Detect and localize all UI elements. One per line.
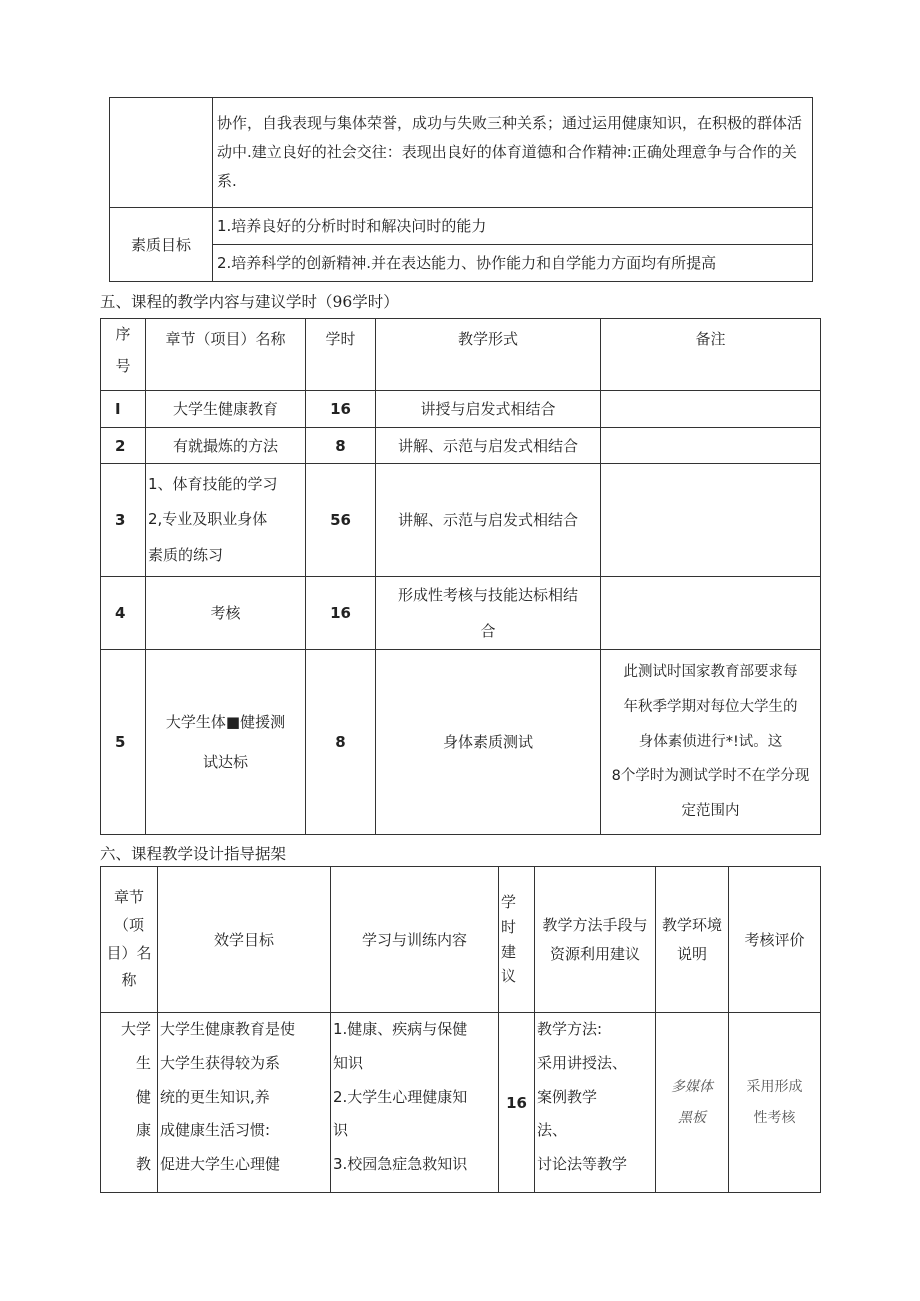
row-note bbox=[601, 464, 821, 577]
design-framework-table bbox=[100, 866, 821, 1193]
row-hours: 16 bbox=[306, 391, 376, 428]
header-method: 教学方法手段与 资源利用建议 bbox=[535, 867, 656, 1013]
top-table bbox=[109, 97, 813, 282]
header-env: 教学环境 说明 bbox=[656, 867, 729, 1013]
row-no: 5 bbox=[101, 650, 146, 835]
header-hours: 学时 bbox=[306, 319, 376, 391]
row-hours: 16 bbox=[499, 1013, 535, 1193]
header-teaching-form: 教学形式 bbox=[376, 319, 601, 391]
header-content: 学习与训练内容 bbox=[331, 867, 499, 1013]
row-note bbox=[601, 391, 821, 428]
row-form: 讲解、示范与启发式相结合 bbox=[376, 464, 601, 577]
row-form: 讲解、示范与启发式相结合 bbox=[376, 428, 601, 464]
row-form: 形成性考核与技能达标相结 合 bbox=[376, 577, 601, 650]
row-name: 大学生健康教育 bbox=[146, 391, 306, 428]
row-form: 身体素质测试 bbox=[376, 650, 601, 835]
row-name: 考核 bbox=[146, 577, 306, 650]
header-hours: 学 时 建 议 bbox=[499, 867, 535, 1013]
row-note: 此测试时国家教育部要求每 年秋季学期对每位大学生的 身体素侦进行*!试。这 8个学时为测试学时不在学分现 定范围内 bbox=[601, 650, 821, 835]
row-hours: 16 bbox=[306, 577, 376, 650]
section-5-title: 五、课程的教学内容与建议学时（96学时） bbox=[100, 293, 399, 311]
row-hours: 8 bbox=[306, 650, 376, 835]
header-no: 序 号 bbox=[101, 319, 146, 391]
row-no: 2 bbox=[101, 428, 146, 464]
table-row bbox=[101, 464, 821, 577]
header-eval: 考核评价 bbox=[729, 867, 821, 1013]
table-row bbox=[101, 1013, 821, 1193]
row-goal: 大学生健康教育是使 大学生获得较为系 统的更生知识,养 成健康生活习惯: 促进大学生心理健 bbox=[158, 1013, 331, 1193]
quality-item-2: 2.培养科学的创新精神.并在表达能力、协作能力和自学能力方面均有所提高 bbox=[213, 245, 813, 282]
row-eval: 采用形成 性考核 bbox=[729, 1013, 821, 1193]
row-hours: 8 bbox=[306, 428, 376, 464]
header-note: 备注 bbox=[601, 319, 821, 391]
row-form: 讲授与启发式相结合 bbox=[376, 391, 601, 428]
row-content: 1.健康、疾病与保健 知识 2.大学生心理健康知 识 3.校园急症急救知识 bbox=[331, 1013, 499, 1193]
quality-item-1: 1.培养良好的分析时时和解决问时的能力 bbox=[213, 208, 813, 245]
table-row bbox=[101, 391, 821, 428]
empty-label-cell bbox=[110, 98, 213, 208]
row-no: I bbox=[101, 391, 146, 428]
row-method: 教学方法: 采用讲授法、 案例教学 法、 讨论法等教学 bbox=[535, 1013, 656, 1193]
row-note bbox=[601, 577, 821, 650]
row-name: 大学生体■健援测 试达标 bbox=[146, 650, 306, 835]
quality-goal-label: 素质目标 bbox=[110, 208, 213, 282]
table-row bbox=[101, 577, 821, 650]
row-note bbox=[601, 428, 821, 464]
row-no: 3 bbox=[101, 464, 146, 577]
header-chapter: 章节 （项 目）名 称 bbox=[101, 867, 158, 1013]
row-name: 有就撮炼的方法 bbox=[146, 428, 306, 464]
row-chapter-name: 大学 生 健 康 教 bbox=[101, 1013, 158, 1193]
table-row bbox=[101, 650, 821, 835]
header-chapter-name: 章节（项目）名称 bbox=[146, 319, 306, 391]
section-6-title: 六、课程教学设计指导据架 bbox=[100, 845, 287, 863]
content-hours-table bbox=[100, 318, 821, 835]
row-env: 多媒体 黑板 bbox=[656, 1013, 729, 1193]
social-goal-text: 协作，自我表现与集体荣誉，成功与失败三种关系；通过运用健康知识，在积极的群体活动中.建立良好的社会交往：表现出良好的体育道德和合作精神:正确处理意争与合作的关系. bbox=[213, 98, 813, 208]
table-row bbox=[101, 428, 821, 464]
header-goal: 效学目标 bbox=[158, 867, 331, 1013]
row-name: 1、体育技能的学习 2,专业及职业身体 素质的练习 bbox=[146, 464, 306, 577]
row-hours: 56 bbox=[306, 464, 376, 577]
row-no: 4 bbox=[101, 577, 146, 650]
